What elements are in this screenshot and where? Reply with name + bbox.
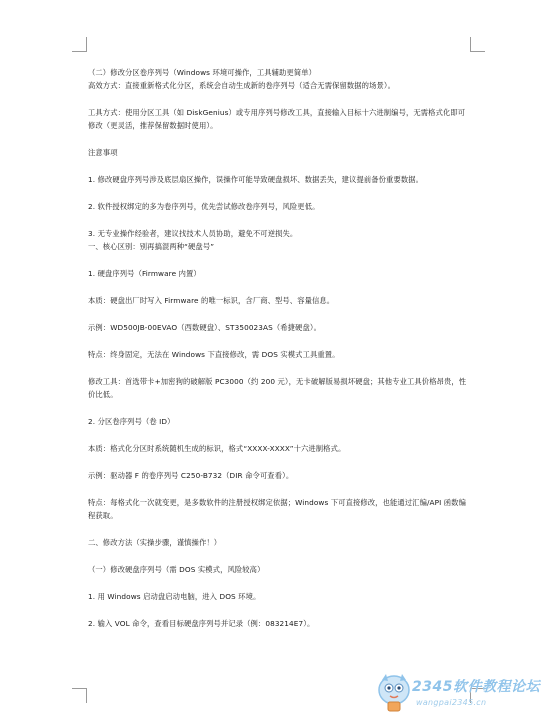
subsection-heading: 2. 分区卷序列号（卷 ID）	[88, 417, 175, 426]
document-body	[88, 66, 472, 630]
paragraph: 特点：每格式化一次就变更，是多数软件的注册授权绑定依据；Windows 下可直接修改，也能通过汇编/API 函数编程获取。	[88, 498, 466, 520]
section-heading: （二）修改分区卷序列号（Windows 环境可操作，工具辅助更简单）	[88, 68, 317, 77]
section-heading: 注意事项	[88, 148, 118, 157]
list-item: 2. 输入 VOL 命令，查看目标硬盘序列号并记录（例：083214E7）。	[88, 619, 315, 628]
list-item: 3. 无专业操作经验者，建议找技术人员协助，避免不可逆损失。	[88, 229, 298, 238]
mascot-logo-icon	[374, 670, 414, 714]
paragraph: 本质：硬盘出厂时写入 Firmware 的唯一标识，含厂商、型号、容量信息。	[88, 296, 335, 305]
site-watermark	[372, 668, 554, 720]
section-heading: 二、修改方法（实操步骤，谨慎操作！）	[88, 538, 222, 547]
paragraph: 工具方式：使用分区工具（如 DiskGenius）或专用序列号修改工具，直接输入目标十六进制编号，无需格式化即可修改（更灵活，推荐保留数据时使用）。	[88, 108, 466, 130]
margin-mark-bottom-left	[72, 688, 87, 703]
paragraph: 示例：驱动器 F 的卷序列号 C250-B732（DIR 命令可查看）。	[88, 471, 294, 480]
subsection-heading: 1. 硬盘序列号（Firmware 内置）	[88, 269, 201, 278]
subsection-heading: （一）修改硬盘序列号（需 DOS 实模式，风险较高）	[88, 565, 265, 574]
paragraph: 高效方式：直接重新格式化分区，系统会自动生成新的卷序列号（适合无需保留数据的场景）。	[88, 81, 396, 90]
paragraph: 示例：WD500JB-00EVAO（西数硬盘）、ST350023AS（希捷硬盘）。	[88, 323, 321, 332]
paragraph: 修改工具：首选带卡+加密狗的破解版 PC3000（约 200 元），无卡破解版易损坏硬盘；其他专业工具价格昂贵，性价比低。	[88, 377, 467, 399]
list-item: 2. 软件授权绑定的多为卷序列号，优先尝试修改卷序列号，风险更低。	[88, 202, 320, 211]
margin-mark-top-right	[470, 37, 485, 52]
paragraph: 特点：终身固定，无法在 Windows 下直接修改，需 DOS 实模式工具重置。	[88, 350, 340, 359]
watermark-brand: 2345软件教程论坛	[412, 679, 540, 695]
list-item: 1. 修改硬盘序列号涉及底层扇区操作，误操作可能导致硬盘损坏、数据丢失，建议提前备份重要数据。	[88, 175, 424, 184]
margin-mark-top-left	[72, 37, 87, 52]
list-item: 1. 用 Windows 启动盘启动电脑，进入 DOS 环境。	[88, 592, 261, 601]
section-heading: 一、核心区别：别再搞混两种“硬盘号”	[88, 242, 215, 251]
watermark-url: wangpai2345.cn	[416, 698, 487, 707]
paragraph: 本质：格式化分区时系统随机生成的标识，格式“XXXX-XXXX”十六进制格式。	[88, 444, 346, 453]
